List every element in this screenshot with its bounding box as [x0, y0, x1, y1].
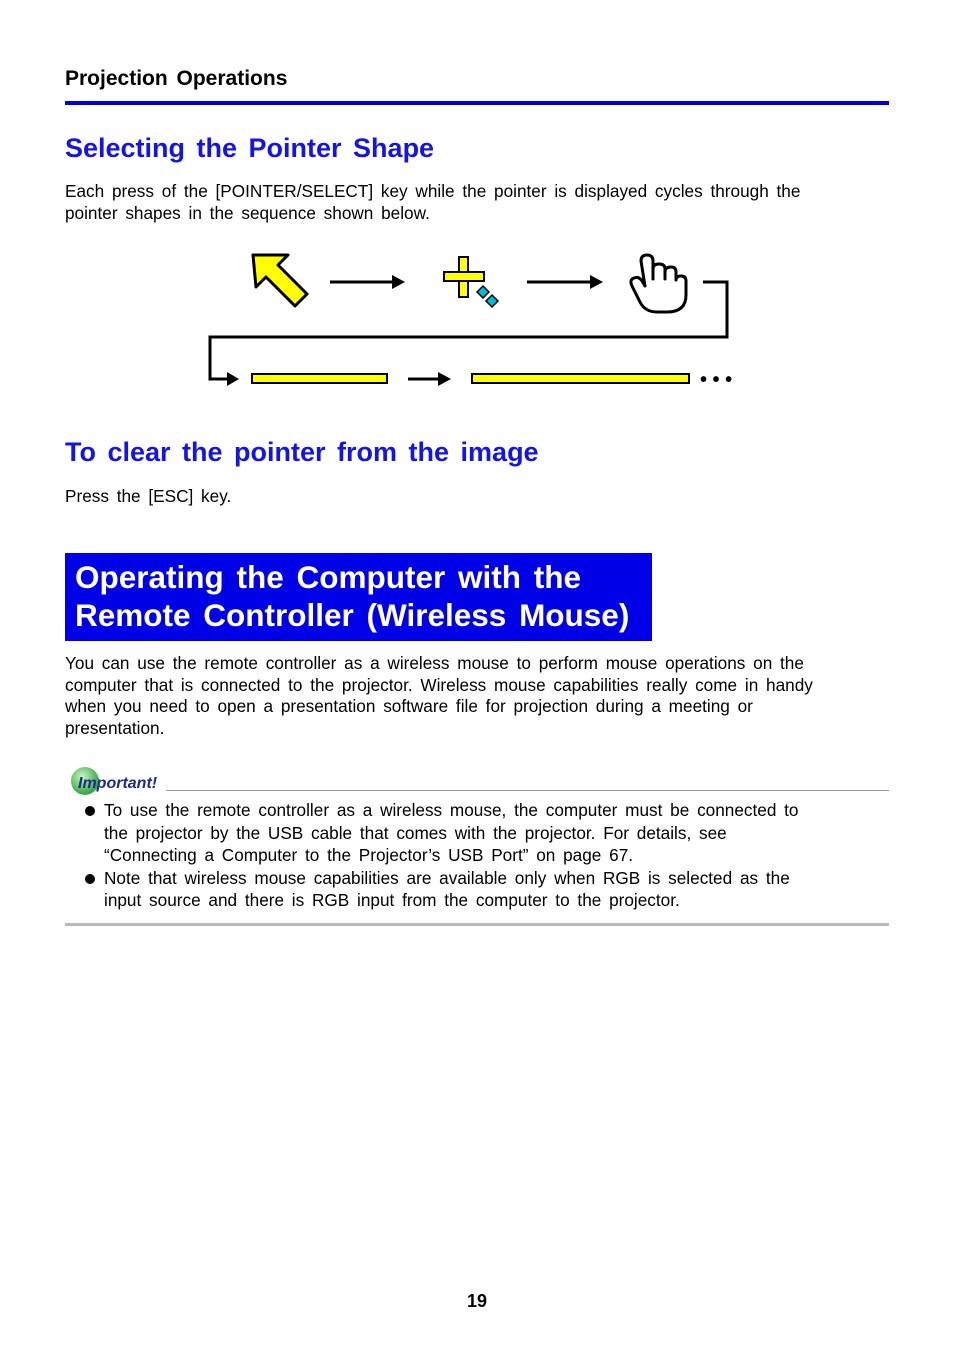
important-label: Important!	[78, 775, 158, 792]
important-icon	[70, 764, 170, 798]
text-line: when you need to open a presentation software file for projection during a meeting or	[65, 696, 753, 717]
hand-pointer-icon	[631, 255, 686, 312]
important-bottom-rule	[65, 923, 889, 926]
crosshair-pointer-icon	[444, 257, 498, 307]
section-heading-pointer-shape: Selecting the Pointer Shape	[65, 133, 435, 163]
sequence-arrow-icon	[527, 275, 603, 289]
list-item	[83, 799, 843, 867]
bullet-icon	[85, 806, 95, 816]
bar-pointer-icon	[252, 374, 387, 383]
banner-line: Remote Controller (Wireless Mouse)	[75, 597, 630, 633]
running-header: Projection Operations	[65, 67, 288, 90]
important-rule	[166, 790, 889, 791]
text-line: the projector by the USB cable that comes with the projector. For details, see	[104, 822, 727, 843]
important-list	[83, 799, 843, 912]
list-item	[83, 867, 843, 912]
header-rule	[65, 101, 889, 105]
banner-line: Operating the Computer with the	[75, 559, 582, 595]
sequence-arrow-icon	[408, 372, 451, 386]
text-line: presentation.	[65, 717, 165, 738]
bullet-icon	[85, 874, 95, 884]
arrow-pointer-icon	[253, 255, 307, 306]
text-line: computer that is connected to the projector. Wireless mouse capabilities really come in handy	[65, 674, 813, 695]
page-number: 19	[466, 1291, 488, 1311]
section-banner	[65, 553, 652, 641]
text-line: To use the remote controller as a wireless mouse, the computer must be connected to	[104, 800, 799, 820]
text-line: pointer shapes in the sequence shown below.	[65, 202, 430, 223]
text-line: “Connecting a Computer to the Projector’s USB Port” on page 67.	[104, 845, 634, 865]
text-line: Note that wireless mouse capabilities are available only when RGB is selected as the	[104, 867, 790, 888]
pointer-sequence-diagram	[200, 245, 760, 400]
pointer-shape-description	[65, 181, 855, 224]
wireless-mouse-intro	[65, 653, 855, 739]
clear-pointer-instruction: Press the [ESC] key.	[65, 486, 232, 506]
sequence-arrow-icon	[330, 275, 405, 289]
ellipsis: • • •	[700, 369, 733, 391]
text-line: input source and there is RGB input from the computer to the projector.	[104, 890, 680, 910]
bar-pointer-icon	[472, 374, 689, 383]
section-heading-clear-pointer: To clear the pointer from the image	[65, 437, 539, 467]
text-line: You can use the remote controller as a wireless mouse to perform mouse operations on the	[65, 653, 804, 673]
text-line: Each press of the [POINTER/SELECT] key while the pointer is displayed cycles through the	[65, 181, 801, 201]
